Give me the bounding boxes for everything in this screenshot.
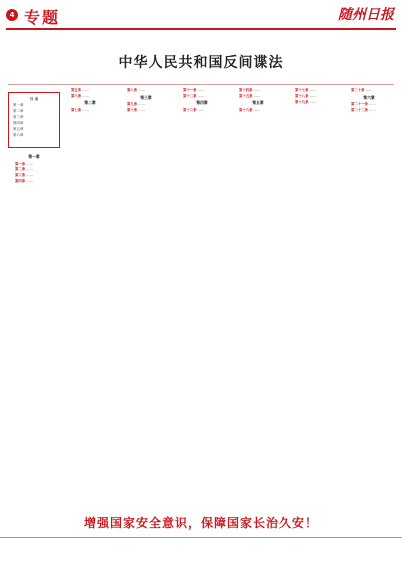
article-paragraph (64, 88, 116, 93)
article-text: …… (365, 88, 373, 92)
article-text: …… (138, 107, 146, 112)
article-paragraph (232, 88, 284, 93)
page-number-badge: 4 (6, 9, 18, 21)
article-number: 第二十条 (351, 88, 365, 92)
article-paragraph (288, 94, 340, 99)
article-number: 第七条 (71, 107, 82, 112)
article-column-1 (8, 152, 60, 509)
article-column-6 (288, 88, 340, 509)
toc-item: 第六章 (13, 133, 24, 137)
article-text: …… (309, 99, 317, 104)
article-text: …… (82, 93, 90, 98)
article-number: 第十七条 (295, 88, 309, 92)
article-number: 第十九条 (295, 99, 309, 104)
article-number: 第三条 (15, 173, 26, 178)
article-column-7 (344, 88, 394, 509)
article-paragraph (120, 102, 172, 107)
article-number: 第五条 (71, 88, 82, 92)
article-number: 第一条 (15, 161, 26, 166)
article-text: …… (26, 173, 34, 178)
article-text: …… (26, 161, 34, 166)
article-text: …… (82, 107, 90, 112)
article-column-5 (232, 88, 284, 509)
header-divider (6, 28, 396, 30)
page-footer (0, 537, 402, 570)
article-paragraph (64, 108, 116, 113)
chapter-heading: 第三章 (140, 94, 152, 100)
article-paragraph (344, 108, 394, 113)
article-text: …… (197, 88, 205, 92)
article-number: 第十二条 (183, 93, 197, 98)
toc-item: 第二章 (13, 109, 24, 113)
toc-item: 第四章 (13, 121, 24, 125)
table-of-contents (8, 92, 60, 148)
article-number: 第二十一条 (351, 102, 368, 107)
article-number: 第十四条 (239, 88, 253, 92)
article-number: 第二十二条 (351, 107, 368, 112)
article-paragraph (176, 94, 228, 99)
article-number: 第二条 (15, 167, 26, 172)
article-column-3 (120, 88, 172, 509)
article-paragraph (8, 179, 60, 184)
page-title: 中华人民共和国反间谍法 (118, 55, 284, 71)
article-text: …… (197, 93, 205, 98)
article-paragraph (8, 167, 60, 172)
footer-row-1 (6, 542, 396, 548)
article-paragraph (8, 162, 60, 167)
article-number: 第四条 (15, 178, 26, 183)
article-number: 第十六条 (239, 107, 253, 112)
chapter-heading: 第五章 (252, 100, 264, 106)
article-text: …… (253, 107, 261, 112)
article-number: 第十八条 (295, 93, 309, 98)
article-text: …… (138, 102, 146, 107)
title-divider (8, 84, 394, 85)
article-paragraph (288, 100, 340, 105)
article-text: …… (369, 102, 376, 107)
chapter-heading: 第一章 (28, 154, 40, 159)
article-paragraph (344, 88, 394, 93)
article-number: 第九条 (127, 102, 138, 107)
article-column-2 (64, 88, 116, 509)
newspaper-logo: 随州日报 (338, 7, 394, 23)
article-text: …… (82, 88, 90, 92)
article-text: …… (253, 88, 261, 92)
chapter-heading: 第二章 (84, 100, 96, 106)
section-title: 专题 (24, 8, 61, 27)
slogan-banner: 增强国家安全意识，保障国家长治久安！ (83, 516, 318, 530)
article-paragraph (64, 94, 116, 99)
article-text: …… (197, 107, 205, 112)
article-paragraph (288, 88, 340, 93)
article-number: 第十三条 (183, 107, 197, 112)
article-number: 第十五条 (239, 93, 253, 98)
article-text: …… (26, 167, 34, 172)
article-paragraph (120, 88, 172, 93)
toc-item: 第一章 (13, 103, 24, 107)
footer-row-2 (6, 551, 396, 557)
article-paragraph (232, 94, 284, 99)
article-paragraph (176, 88, 228, 93)
toc-item: 第三章 (13, 115, 24, 119)
article-paragraph (344, 102, 394, 107)
article-text: …… (138, 88, 146, 92)
article-text: …… (26, 178, 34, 183)
article-text: …… (369, 107, 376, 112)
article-text: …… (253, 93, 261, 98)
article-paragraph (176, 108, 228, 113)
article-number: 第六条 (71, 93, 82, 98)
page-header (0, 0, 402, 30)
article-number: 第十条 (127, 107, 138, 112)
article-paragraph (120, 108, 172, 113)
article-text: …… (309, 88, 317, 92)
article-paragraph (8, 173, 60, 178)
toc-item: 第五章 (13, 127, 24, 131)
article-column-4 (176, 88, 228, 509)
article-paragraph (232, 108, 284, 113)
chapter-heading: 第六章 (363, 94, 375, 100)
chapter-heading: 第四章 (196, 100, 208, 106)
article-number: 第十一条 (183, 88, 197, 92)
toc-title: 目 录 (29, 97, 39, 101)
article-number: 第八条 (127, 88, 138, 92)
article-text: …… (309, 93, 317, 98)
